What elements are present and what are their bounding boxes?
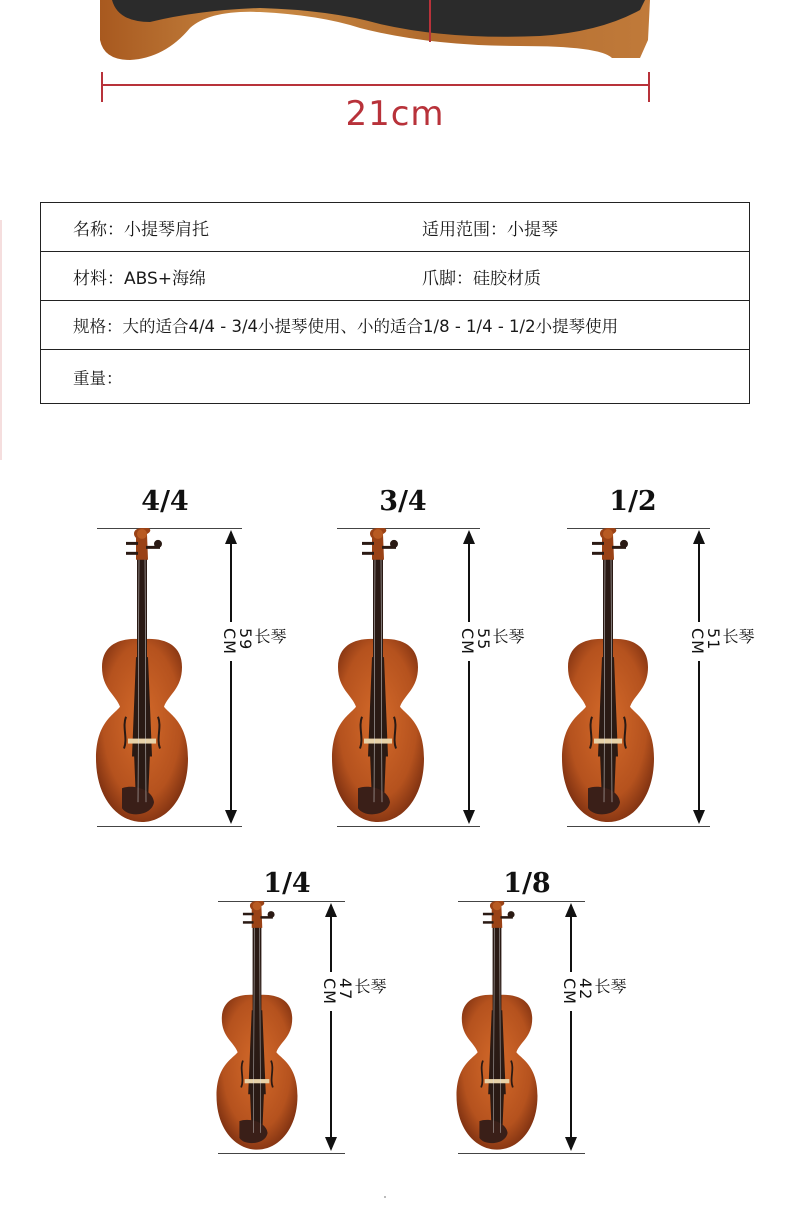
violin-image: [453, 901, 541, 1157]
arrow-up-icon: [225, 530, 237, 544]
violin-image: [328, 528, 428, 830]
decorative-dot: [384, 1196, 386, 1198]
violin-size-title: 3/4: [379, 486, 427, 517]
spec-row: [41, 301, 749, 350]
shoulder-rest-image: [0, 0, 790, 80]
violin-size-title: 1/8: [503, 868, 551, 899]
spec-row: [41, 252, 749, 301]
spec-name: 名称：小提琴肩托: [73, 219, 209, 240]
width-label: 21cm: [345, 94, 445, 134]
arrow-up-icon: [325, 903, 337, 917]
arrow-up-icon: [463, 530, 475, 544]
spec-weight: 重量：: [73, 368, 123, 388]
violin-length-label: 琴长 47 CM: [321, 972, 385, 1011]
length-measure-line: [468, 532, 470, 822]
violin-size-title: 4/4: [141, 486, 189, 517]
spec-scope: 适用范围：小提琴: [422, 219, 558, 240]
arrow-up-icon: [693, 530, 705, 544]
violin-image: [213, 901, 301, 1157]
violin-length-label: 琴长 51 CM: [689, 622, 753, 661]
spec-material: 材料：ABS+海绵: [73, 268, 207, 289]
arrow-down-icon: [225, 810, 237, 824]
violin-size-title: 1/4: [263, 868, 311, 899]
arrow-down-icon: [463, 810, 475, 824]
side-decoration: [0, 220, 2, 460]
spec-table: [40, 202, 750, 404]
spec-row: [41, 350, 749, 403]
arrow-up-icon: [565, 903, 577, 917]
arrow-down-icon: [325, 1137, 337, 1151]
violin-size-title: 1/2: [609, 486, 657, 517]
length-measure-line: [330, 905, 332, 1149]
violin-length-label: 琴长 55 CM: [459, 622, 523, 661]
arrow-down-icon: [693, 810, 705, 824]
arrow-down-icon: [565, 1137, 577, 1151]
violin-length-label: 琴长 59 CM: [221, 622, 285, 661]
dimension-line: [102, 84, 650, 86]
spec-row: [41, 203, 749, 252]
violin-length-label: 琴长 42 CM: [561, 972, 625, 1011]
length-measure-line: [570, 905, 572, 1149]
spec-size: 规格：大的适合4/4 - 3/4小提琴使用、小的适合1/8 - 1/4 - 1/2小提琴使用: [73, 317, 619, 336]
shoulder-rest-illustration: [0, 0, 790, 80]
violin-image: [558, 528, 658, 830]
length-measure-line: [230, 532, 232, 822]
violin-image: [92, 528, 192, 830]
spec-feet: 爪脚：硅胶材质: [422, 268, 541, 289]
length-measure-line: [698, 532, 700, 822]
